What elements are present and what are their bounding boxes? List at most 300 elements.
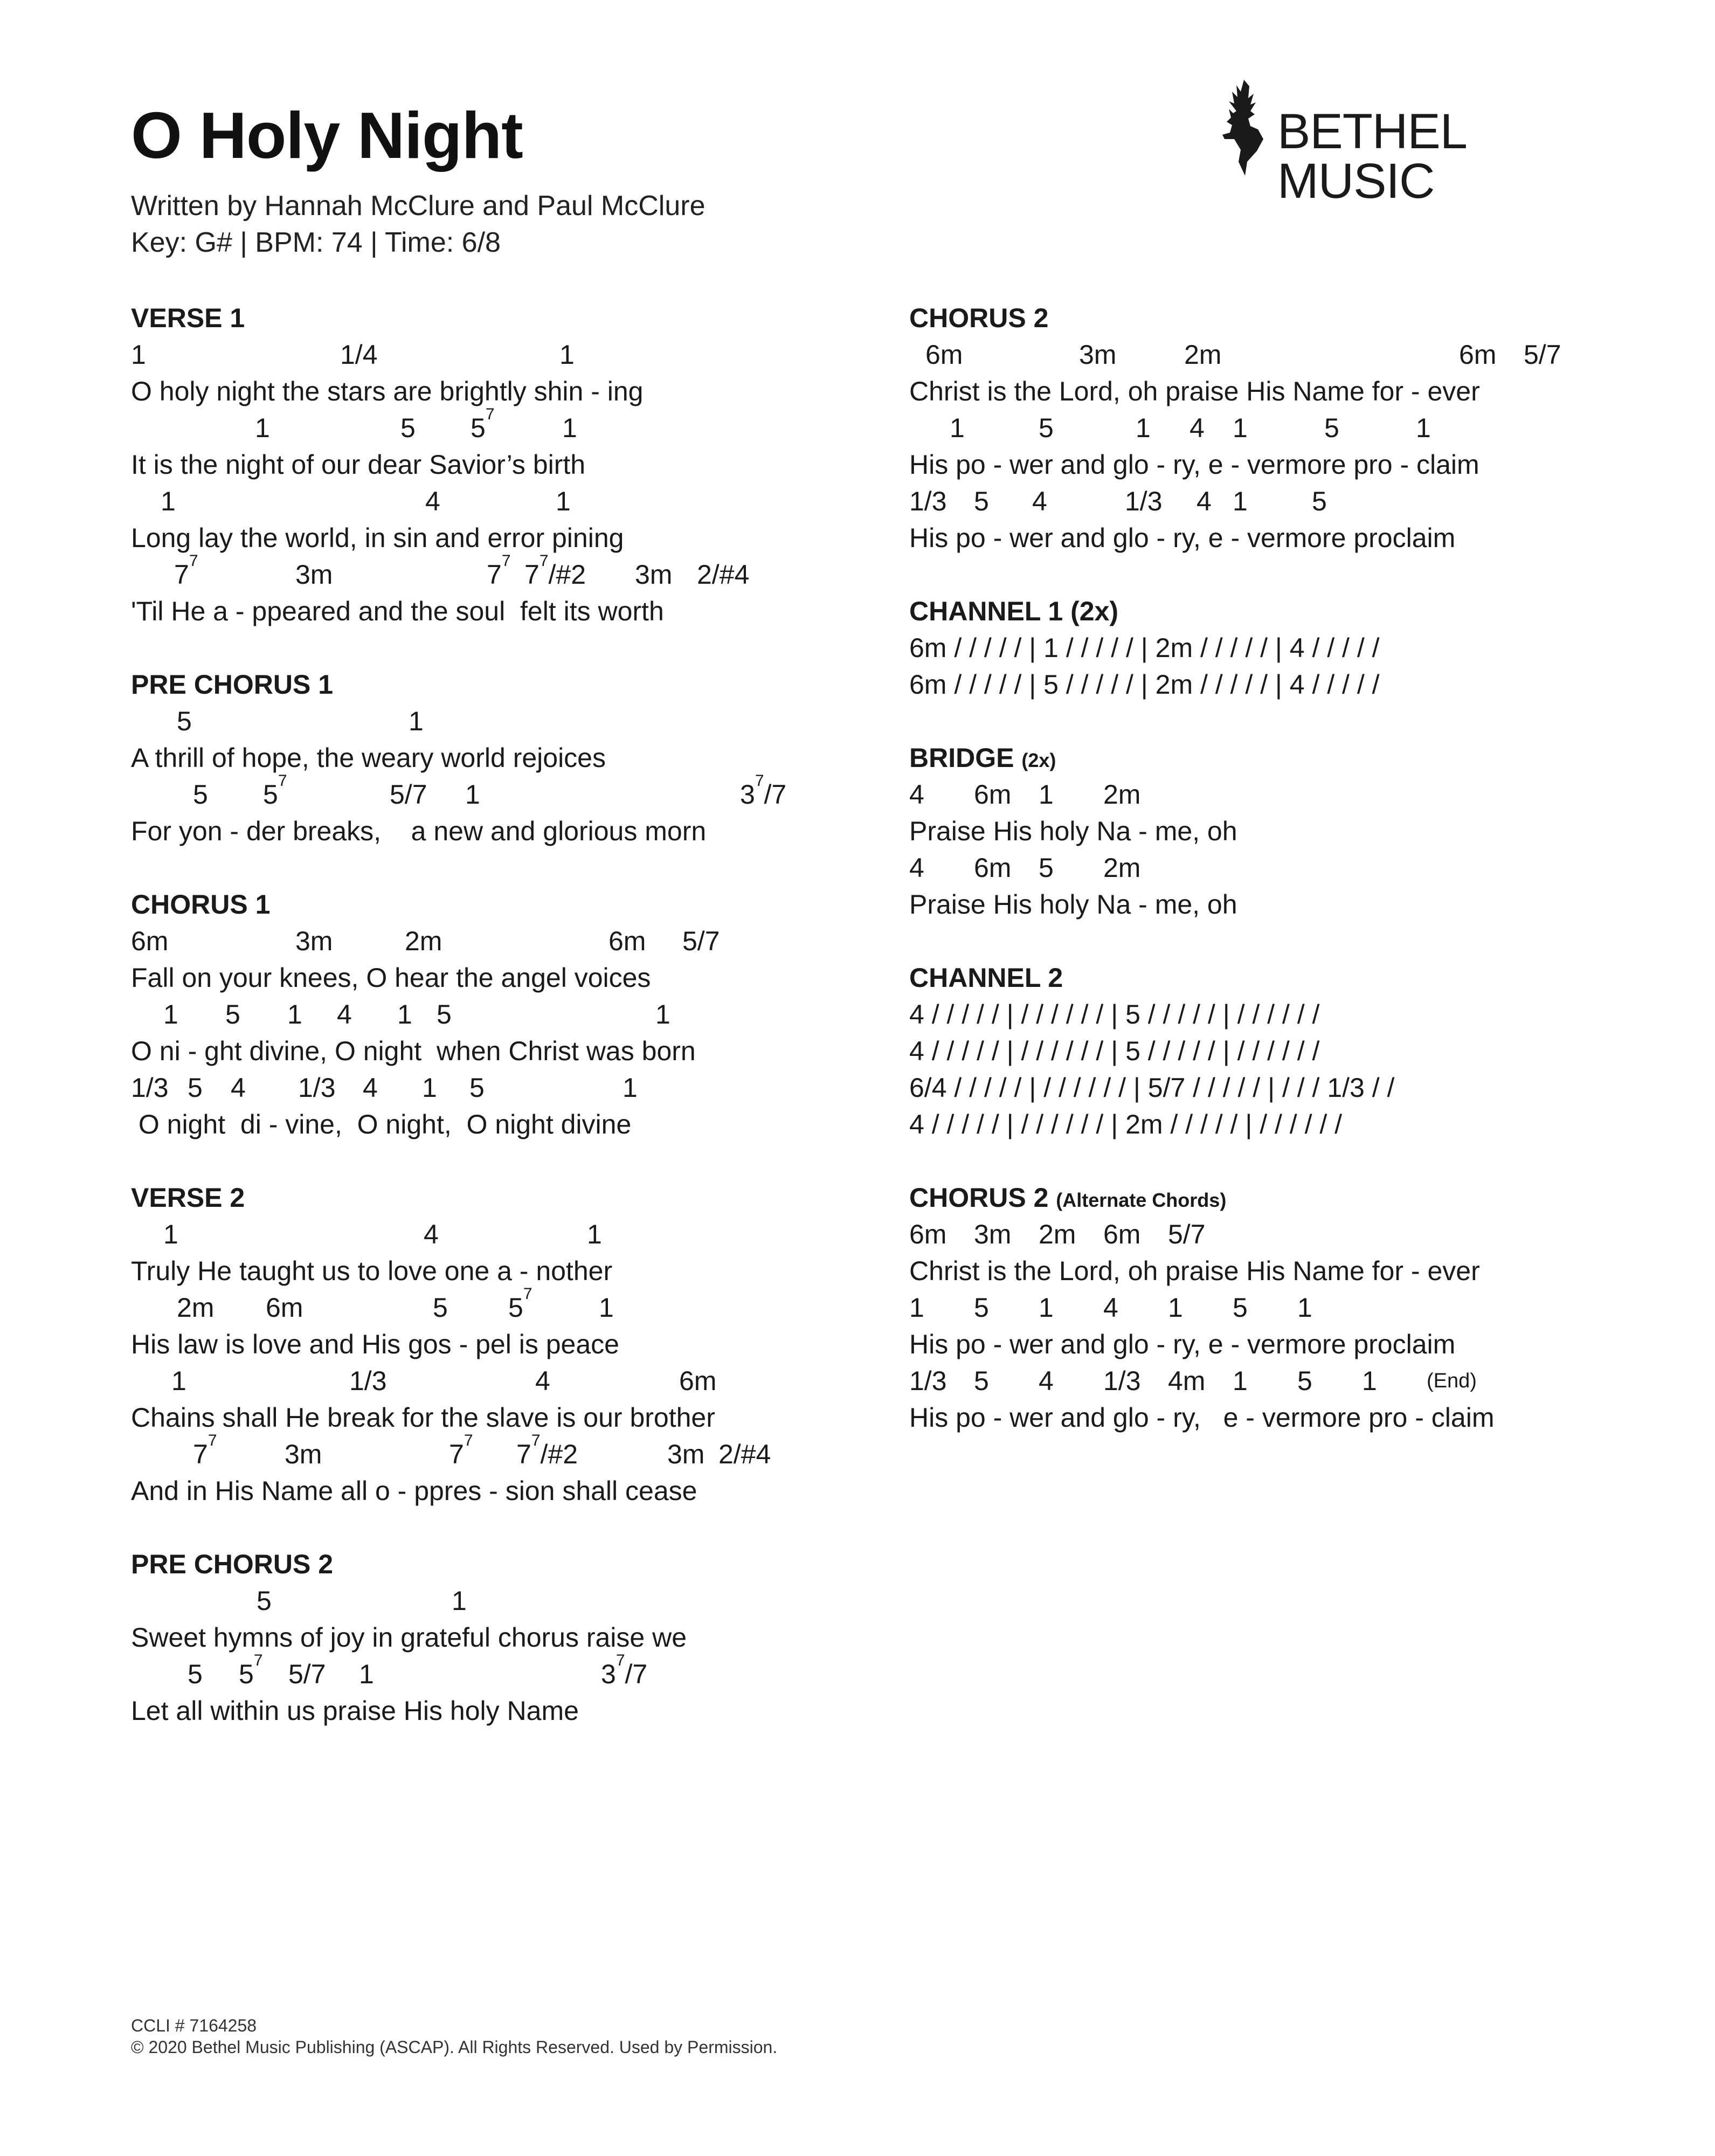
chord-root: 4 bbox=[909, 853, 924, 883]
chord bbox=[193, 776, 208, 813]
chord bbox=[1362, 1363, 1377, 1399]
chord-root: 3m bbox=[667, 1439, 705, 1469]
chord bbox=[909, 776, 924, 813]
chord-root: 1/3 bbox=[1125, 486, 1163, 516]
section-spacer bbox=[131, 1509, 842, 1546]
lyric-line: 4 / / / / / | / / / / / / | 2m / / / / / | / / / / / / bbox=[909, 1109, 1343, 1139]
chord-root: 7 bbox=[516, 1439, 531, 1469]
chord-root: 5/7 bbox=[1524, 340, 1561, 370]
chord-root: 7 bbox=[174, 559, 189, 590]
chord bbox=[163, 996, 178, 1033]
chord-root: 2/#4 bbox=[718, 1439, 771, 1469]
chord-root: 1 bbox=[171, 1366, 186, 1396]
chord bbox=[1324, 410, 1339, 446]
chord-bass: /#2 bbox=[540, 1439, 578, 1469]
chord-root: 6m bbox=[679, 1366, 717, 1396]
chord-root: 1/3 bbox=[349, 1366, 387, 1396]
chord-root: 1 bbox=[1168, 1293, 1183, 1323]
chord-root: 4 bbox=[1197, 486, 1212, 516]
chord bbox=[1103, 1363, 1141, 1399]
chord bbox=[909, 849, 924, 886]
chord-line bbox=[131, 1651, 842, 1692]
chord bbox=[909, 1363, 947, 1399]
chord-root: 1 bbox=[255, 413, 270, 443]
chord bbox=[682, 923, 720, 959]
chord bbox=[1103, 1216, 1140, 1253]
chord-extension: 7 bbox=[501, 552, 511, 570]
chord-root: 3m bbox=[1079, 340, 1117, 370]
chord-root: 5 bbox=[400, 413, 416, 443]
chord bbox=[608, 923, 646, 959]
chord-root: 3 bbox=[601, 1659, 616, 1689]
chord bbox=[131, 1069, 169, 1106]
chord bbox=[340, 336, 378, 373]
chord bbox=[390, 776, 427, 813]
lyric-line: O ni - ght divine, O night when Christ was born bbox=[131, 1036, 696, 1066]
chord-root: 4 bbox=[231, 1073, 246, 1103]
chord-line bbox=[131, 405, 842, 446]
chord-root: 5 bbox=[257, 1586, 272, 1616]
chord-root: 4 bbox=[425, 486, 440, 516]
chord bbox=[718, 1436, 771, 1473]
lyric-line: 'Til He a - ppeared and the soul felt its worth bbox=[131, 596, 664, 626]
chord bbox=[909, 483, 947, 520]
chord-root: 5/7 bbox=[390, 779, 427, 810]
chord bbox=[535, 1363, 550, 1399]
lyric-line: Long lay the world, in sin and error pining bbox=[131, 523, 624, 553]
chord-root: 5 bbox=[263, 779, 278, 810]
chord-root: 1 bbox=[1233, 1366, 1248, 1396]
chord-line bbox=[131, 1069, 842, 1106]
chord bbox=[623, 1069, 638, 1106]
chord bbox=[337, 996, 352, 1033]
chord-root: 1 bbox=[1233, 486, 1248, 516]
chord bbox=[1524, 336, 1561, 373]
section-heading bbox=[909, 1179, 1621, 1216]
song-credits bbox=[131, 188, 706, 261]
chord bbox=[400, 410, 416, 446]
chord-root: 5 bbox=[1039, 413, 1054, 443]
ccli-number: CCLI # 7164258 bbox=[131, 2016, 257, 2035]
chord-root: 6m bbox=[974, 779, 1012, 810]
chord-root: 3m bbox=[974, 1219, 1012, 1249]
chord bbox=[1103, 776, 1140, 813]
chord bbox=[405, 923, 442, 959]
chord-root: 6m bbox=[1103, 1219, 1141, 1249]
chord-root: 5 bbox=[1312, 486, 1327, 516]
chord bbox=[131, 923, 168, 959]
chord bbox=[487, 552, 511, 593]
chord-root: 4 bbox=[1190, 413, 1205, 443]
chord-root: 5 bbox=[1233, 1293, 1248, 1323]
chord bbox=[1103, 1289, 1118, 1326]
deer-head-icon bbox=[1213, 75, 1272, 178]
chord-line bbox=[131, 483, 842, 520]
songwriters-line: Written by Hannah McClure and Paul McClure bbox=[131, 190, 706, 222]
chord-line bbox=[909, 483, 1621, 520]
chord bbox=[288, 1656, 326, 1692]
chord bbox=[909, 1289, 924, 1326]
chord-line bbox=[909, 1363, 1621, 1399]
chord bbox=[424, 1216, 439, 1253]
copyright-notice: © 2020 Bethel Music Publishing (ASCAP). All Rights Reserved. Used by Permission. bbox=[131, 2037, 778, 2057]
chord-root: 7 bbox=[193, 1439, 208, 1469]
chord bbox=[266, 1289, 303, 1326]
chord bbox=[599, 1289, 614, 1326]
section-spacer bbox=[131, 630, 842, 666]
chord bbox=[287, 996, 302, 1033]
chord bbox=[1125, 483, 1163, 520]
lyric-line: 6/4 / / / / / | / / / / / / | 5/7 / / / / / | / / / 1/3 / / bbox=[909, 1073, 1395, 1103]
chord-root: 6m bbox=[909, 1219, 947, 1249]
chord-root: 1 bbox=[161, 486, 176, 516]
chord bbox=[974, 849, 1011, 886]
lyric-line: His law is love and His gos - pel is peace bbox=[131, 1329, 619, 1359]
chord bbox=[655, 996, 670, 1033]
chord bbox=[449, 1432, 473, 1473]
chord bbox=[422, 1069, 437, 1106]
chord bbox=[740, 772, 787, 813]
chord-root: 2/#4 bbox=[697, 559, 750, 590]
chord bbox=[397, 996, 412, 1033]
chord-root: 1 bbox=[287, 999, 302, 1029]
lyric-line: Praise His holy Na - me, oh bbox=[909, 816, 1237, 846]
chord-line bbox=[909, 849, 1621, 886]
chord bbox=[363, 1069, 378, 1106]
chord-root: 3m bbox=[295, 926, 333, 956]
chord-root: 1 bbox=[1039, 1293, 1054, 1323]
chord bbox=[562, 410, 577, 446]
lyric-line: 6m / / / / / | 1 / / / / / | 2m / / / / / | 4 / / / / / bbox=[909, 633, 1380, 663]
chord bbox=[1297, 1289, 1312, 1326]
chord-root: 6m bbox=[1459, 340, 1497, 370]
chord-root: 4 bbox=[909, 779, 924, 810]
chord-root: 1 bbox=[1233, 413, 1248, 443]
lyric-line: 6m / / / / / | 5 / / / / / | 2m / / / / / | 4 / / / / / bbox=[909, 669, 1380, 700]
chord bbox=[1136, 410, 1151, 446]
chord bbox=[349, 1363, 387, 1399]
chord-root: 2m bbox=[1103, 853, 1141, 883]
chord-root: 1 bbox=[655, 999, 670, 1029]
chord-root: 1 bbox=[465, 779, 480, 810]
chord bbox=[1168, 1363, 1205, 1399]
chord-root: 1 bbox=[950, 413, 965, 443]
chord bbox=[1416, 410, 1431, 446]
chord-root: 1 bbox=[397, 999, 412, 1029]
chord bbox=[516, 1432, 578, 1473]
chord bbox=[1233, 483, 1248, 520]
chord-root: 5 bbox=[508, 1293, 523, 1323]
section-heading bbox=[131, 1179, 842, 1216]
section-heading-note: (Alternate Chords) bbox=[1056, 1189, 1227, 1211]
chord-bass: /7 bbox=[764, 779, 787, 810]
chord-root: 1/3 bbox=[298, 1073, 336, 1103]
chord-extension: 7 bbox=[616, 1651, 625, 1669]
chord-root: 5 bbox=[471, 413, 486, 443]
section-heading-label: BRIDGE bbox=[909, 743, 1014, 773]
section-heading-label: PRE CHORUS 2 bbox=[131, 1549, 334, 1579]
lyric-line: For yon - der breaks, a new and glorious morn bbox=[131, 816, 707, 846]
section-heading-label: CHORUS 2 bbox=[909, 1183, 1049, 1213]
chord bbox=[974, 1363, 989, 1399]
chord bbox=[469, 1069, 485, 1106]
chord-root: 1 bbox=[359, 1659, 374, 1689]
chord-root: 5 bbox=[433, 1293, 448, 1323]
chord-extension: 7 bbox=[253, 1651, 263, 1669]
lyric-line: Chains shall He break for the slave is our brother bbox=[131, 1402, 715, 1433]
chord bbox=[909, 1216, 946, 1253]
chord bbox=[559, 336, 575, 373]
chord-root: 5 bbox=[1039, 853, 1054, 883]
chord-line bbox=[131, 1432, 842, 1473]
chord-root: 1 bbox=[409, 706, 424, 736]
lyric-line: Truly He taught us to love one a - nother bbox=[131, 1256, 613, 1286]
chord-root: 6m bbox=[925, 340, 963, 370]
chord-root: 1 bbox=[909, 1293, 924, 1323]
chord-root: 4 bbox=[535, 1366, 550, 1396]
chord-root: 1/3 bbox=[909, 486, 947, 516]
chord-root: 5 bbox=[188, 1073, 203, 1103]
chord bbox=[177, 1289, 214, 1326]
chord-bass: /7 bbox=[625, 1659, 648, 1689]
section-spacer bbox=[131, 1143, 842, 1179]
chord-line bbox=[909, 336, 1621, 373]
lyric-line: O night di - vine, O night, O night divine bbox=[131, 1109, 632, 1139]
section-heading-label: CHORUS 1 bbox=[131, 889, 271, 920]
song-info-line: Key: G# | BPM: 74 | Time: 6/8 bbox=[131, 227, 501, 258]
lyric-line: A thrill of hope, the weary world rejoices bbox=[131, 743, 606, 773]
chord-root: 5 bbox=[193, 779, 208, 810]
chord-root: 1 bbox=[163, 1219, 178, 1249]
chord-root: 1 bbox=[1136, 413, 1151, 443]
chord bbox=[950, 410, 965, 446]
bethel-music-logo bbox=[1213, 75, 1612, 209]
chord-line bbox=[131, 552, 842, 593]
lyric-line: It is the night of our dear Savior’s birth bbox=[131, 450, 586, 480]
lyric-line: His po - wer and glo - ry, e - vermore proclaim bbox=[909, 523, 1456, 553]
chord-root: 2m bbox=[177, 1293, 215, 1323]
chord bbox=[1233, 410, 1248, 446]
chord-line bbox=[131, 1363, 842, 1399]
chord bbox=[1079, 336, 1116, 373]
chord bbox=[465, 776, 480, 813]
chord-line bbox=[131, 923, 842, 959]
chord bbox=[1190, 410, 1205, 446]
chord-extension: 7 bbox=[208, 1432, 217, 1449]
chord bbox=[1039, 1363, 1054, 1399]
section-heading bbox=[909, 593, 1621, 630]
chord-root: 5/7 bbox=[288, 1659, 326, 1689]
chord bbox=[556, 483, 571, 520]
chord bbox=[679, 1363, 716, 1399]
chord-root: 1 bbox=[559, 340, 575, 370]
chord-root: 7 bbox=[449, 1439, 464, 1469]
chord-line bbox=[131, 1285, 842, 1326]
section-heading-label: VERSE 2 bbox=[131, 1183, 245, 1213]
section-heading-label: VERSE 1 bbox=[131, 303, 245, 333]
chord-root: 4 bbox=[363, 1073, 378, 1103]
chord-extension: 7 bbox=[531, 1432, 541, 1449]
chord-root: 1/3 bbox=[909, 1366, 947, 1396]
chord bbox=[188, 1656, 203, 1692]
page-title: O Holy Night bbox=[131, 99, 523, 172]
chord bbox=[1427, 1363, 1477, 1399]
chord-root: 4 bbox=[337, 999, 352, 1029]
chord-root: 5 bbox=[437, 999, 452, 1029]
chord-root: 1 bbox=[1362, 1366, 1377, 1396]
chord-line bbox=[909, 1216, 1621, 1253]
chord-root: 3m bbox=[635, 559, 673, 590]
section-heading-label: CHANNEL 1 (2x) bbox=[909, 596, 1119, 626]
chord bbox=[925, 336, 963, 373]
chord-line bbox=[909, 1289, 1621, 1326]
chord bbox=[587, 1216, 602, 1253]
chord-root: 1/3 bbox=[131, 1073, 169, 1103]
section-spacer bbox=[909, 1143, 1621, 1179]
chord-root: (End) bbox=[1427, 1370, 1477, 1392]
chord bbox=[1297, 1363, 1312, 1399]
lyric-line: Christ is the Lord, oh praise His Name for - ever bbox=[909, 376, 1480, 406]
chord bbox=[188, 1069, 203, 1106]
chord bbox=[974, 483, 989, 520]
lyric-line: Christ is the Lord, oh praise His Name for - ever bbox=[909, 1256, 1480, 1286]
chord bbox=[1184, 336, 1221, 373]
chord bbox=[1039, 1216, 1076, 1253]
chord bbox=[1312, 483, 1327, 520]
chord bbox=[1233, 1363, 1248, 1399]
section-heading bbox=[131, 300, 842, 336]
chord-extension: 7 bbox=[189, 552, 198, 570]
section-heading bbox=[131, 1546, 842, 1583]
chord-root: 1 bbox=[131, 340, 146, 370]
chord bbox=[601, 1651, 648, 1692]
chord bbox=[161, 483, 176, 520]
section-spacer bbox=[909, 703, 1621, 740]
chord-root: 1 bbox=[1416, 413, 1431, 443]
lyric-line: Praise His holy Na - me, oh bbox=[909, 889, 1237, 920]
chord-root: 1 bbox=[452, 1586, 467, 1616]
chord bbox=[409, 703, 424, 740]
chord-root: 5 bbox=[225, 999, 240, 1029]
chord-root: 5 bbox=[177, 706, 192, 736]
chord-root: 1 bbox=[1297, 1293, 1312, 1323]
section-spacer bbox=[909, 923, 1621, 959]
chord-root: 5 bbox=[974, 1293, 989, 1323]
chord-root: 1 bbox=[587, 1219, 602, 1249]
chord bbox=[1039, 849, 1054, 886]
chord bbox=[163, 1216, 178, 1253]
chord bbox=[263, 772, 287, 813]
chord-root: 1 bbox=[599, 1293, 614, 1323]
chord bbox=[1168, 1216, 1206, 1253]
chord-root: 3m bbox=[285, 1439, 322, 1469]
chord-root: 1/4 bbox=[340, 340, 378, 370]
chord bbox=[225, 996, 240, 1033]
chord bbox=[425, 483, 440, 520]
chord-line bbox=[131, 1583, 842, 1619]
chord bbox=[193, 1432, 217, 1473]
chord bbox=[1103, 849, 1140, 886]
lyric-line: Sweet hymns of joy in grateful chorus raise we bbox=[131, 1622, 687, 1653]
chord bbox=[1039, 776, 1054, 813]
left-column bbox=[131, 300, 842, 1729]
lyric-line: His po - wer and glo - ry, e - vermore pro - claim bbox=[909, 450, 1479, 480]
chord-line bbox=[131, 703, 842, 740]
section-spacer bbox=[909, 556, 1621, 593]
chord bbox=[1459, 336, 1496, 373]
chord bbox=[437, 996, 452, 1033]
chord-line bbox=[131, 1216, 842, 1253]
section-heading-label: CHORUS 2 bbox=[909, 303, 1049, 333]
chord-root: 1/3 bbox=[1103, 1366, 1141, 1396]
lyric-line: Fall on your knees, O hear the angel voices bbox=[131, 963, 651, 993]
logo-wordmark: BETHEL MUSIC bbox=[1277, 104, 1465, 209]
chord bbox=[508, 1285, 533, 1326]
chord-root: 6m bbox=[131, 926, 169, 956]
chord-root: 1 bbox=[1039, 779, 1054, 810]
chord bbox=[257, 1583, 272, 1619]
chord bbox=[667, 1436, 704, 1473]
chord-root: 4 bbox=[1103, 1293, 1118, 1323]
section-spacer bbox=[131, 849, 842, 886]
chord-line bbox=[131, 996, 842, 1033]
chord-extension: 7 bbox=[755, 772, 764, 790]
chord-extension: 7 bbox=[464, 1432, 473, 1449]
section-heading bbox=[909, 959, 1621, 996]
chord-root: 4 bbox=[1039, 1366, 1054, 1396]
chord-root: 2m bbox=[1103, 779, 1141, 810]
chord-root: 7 bbox=[524, 559, 540, 590]
section-heading-note: (2x) bbox=[1021, 749, 1056, 771]
chord-line bbox=[131, 336, 842, 373]
right-column bbox=[909, 300, 1621, 1436]
chord bbox=[171, 1363, 186, 1399]
chord bbox=[974, 1289, 989, 1326]
chord bbox=[1039, 1289, 1054, 1326]
lyric-line: 4 / / / / / | / / / / / / | 5 / / / / / | / / / / / / bbox=[909, 999, 1320, 1029]
chord-root: 4 bbox=[1032, 486, 1047, 516]
chord bbox=[295, 556, 333, 593]
chord-extension: 7 bbox=[539, 552, 549, 570]
chord bbox=[974, 776, 1011, 813]
chord-root: 1 bbox=[556, 486, 571, 516]
chord-root: 5/7 bbox=[682, 926, 720, 956]
lyric-line: His po - wer and glo - ry, e - vermore proclaim bbox=[909, 1329, 1456, 1359]
chord bbox=[635, 556, 672, 593]
chord-root: 5/7 bbox=[1168, 1219, 1206, 1249]
lyric-line: Let all within us praise His holy Name bbox=[131, 1696, 579, 1726]
chord bbox=[974, 1216, 1011, 1253]
chord bbox=[174, 552, 198, 593]
chord bbox=[524, 552, 586, 593]
chord-root: 1 bbox=[163, 999, 178, 1029]
chord-root: 3m bbox=[295, 559, 333, 590]
chord bbox=[255, 410, 270, 446]
section-heading bbox=[131, 666, 842, 703]
chord-root: 5 bbox=[1297, 1366, 1312, 1396]
chord-line bbox=[909, 410, 1621, 446]
section-heading-label: PRE CHORUS 1 bbox=[131, 669, 334, 700]
lyric-line: O holy night the stars are brightly shin - ing bbox=[131, 376, 644, 406]
chord bbox=[452, 1583, 467, 1619]
chord-root: 6m bbox=[266, 1293, 303, 1323]
chord-root: 1 bbox=[422, 1073, 437, 1103]
chord-line bbox=[131, 772, 842, 813]
chord-root: 3 bbox=[740, 779, 755, 810]
chord-extension: 7 bbox=[523, 1285, 533, 1303]
chord bbox=[1197, 483, 1212, 520]
chord-root: 5 bbox=[974, 1366, 989, 1396]
